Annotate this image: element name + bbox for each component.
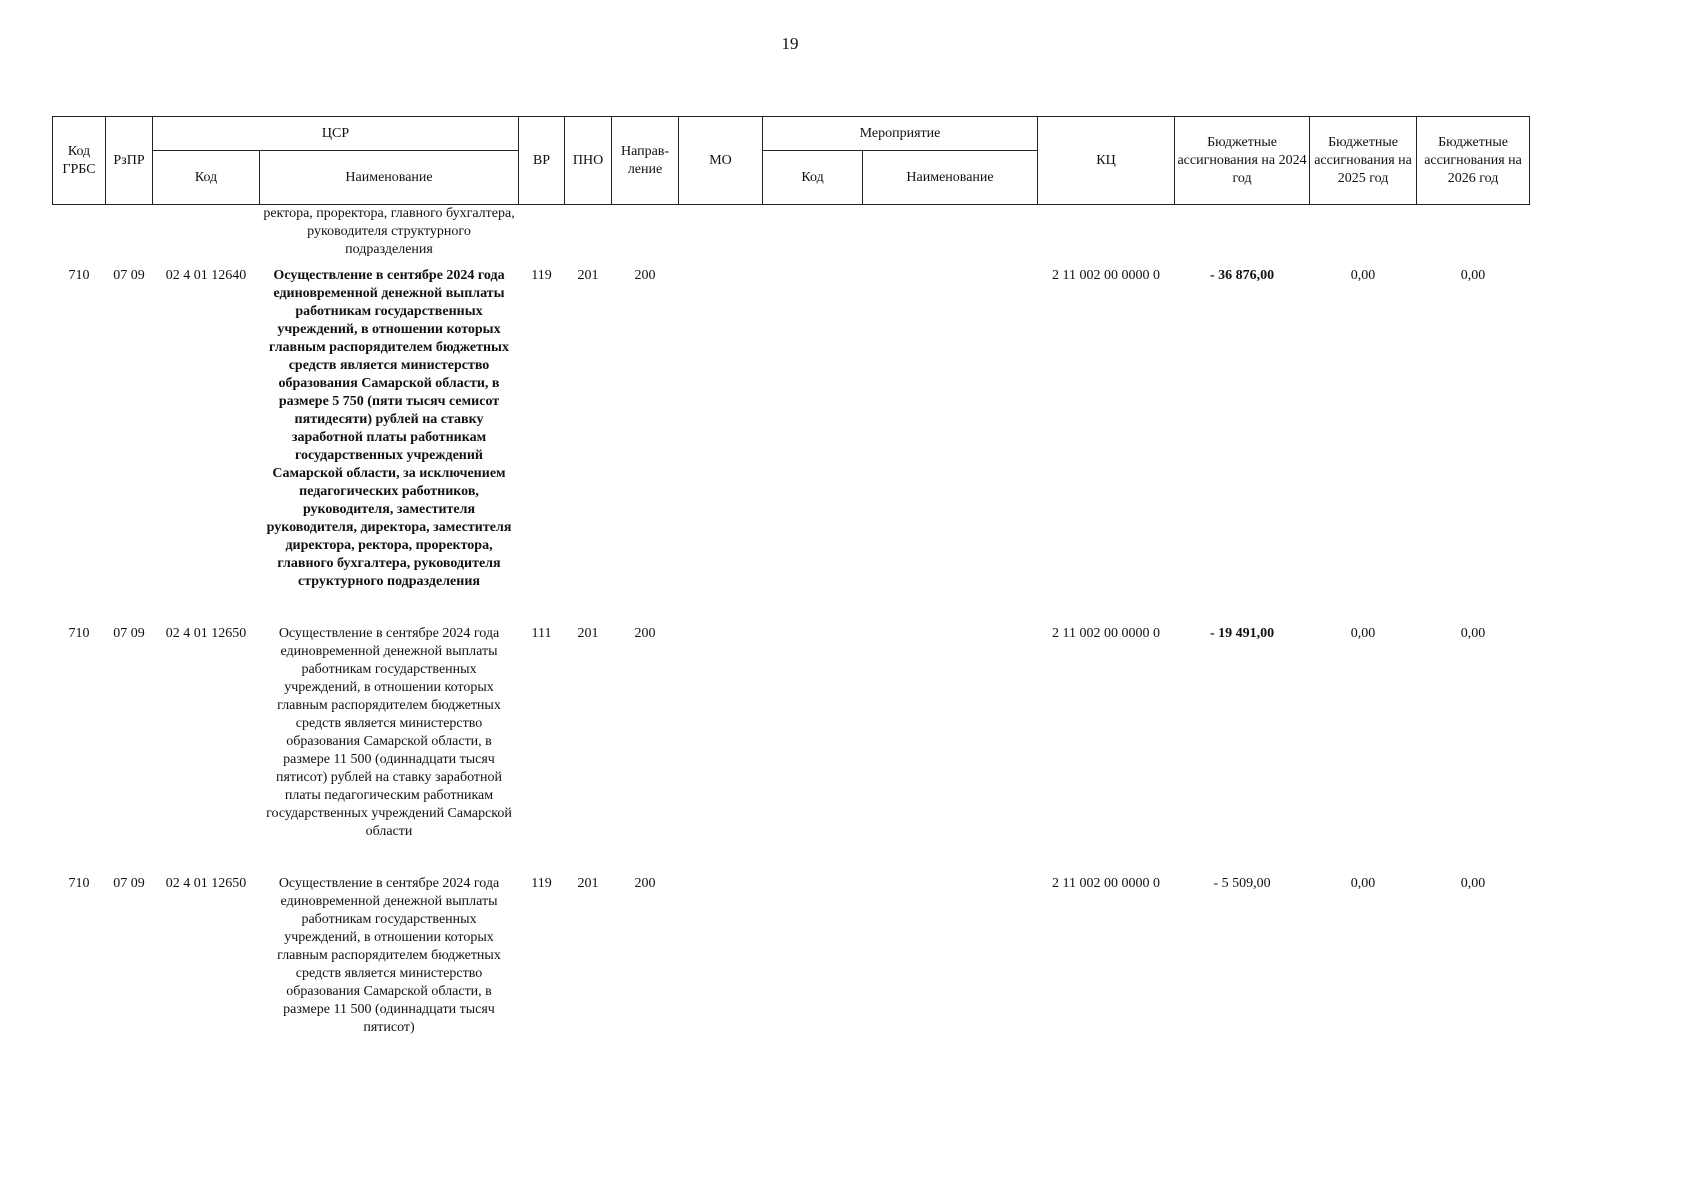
- cell-vr: 119: [531, 268, 552, 283]
- cell-csr-code: 02 4 01 12650: [165, 876, 247, 891]
- cell-napravlenie: 200: [634, 876, 656, 891]
- cell-rzpr: 07 09: [113, 626, 145, 641]
- header-vr: ВР: [519, 117, 565, 205]
- cell-csr-code: 02 4 01 12650: [165, 626, 247, 641]
- cell-budget-2025: 0,00: [1350, 626, 1376, 641]
- header-budget-2025: Бюджетные ассигнования на 2025 год: [1310, 117, 1417, 205]
- cell-mer-code: [763, 625, 863, 875]
- cell-name: Осуществление в сентябре 2024 года единовременной денежной выплаты работникам государственных учреждений, в отношении которых главным распорядителем бюджетных средств является министерство образования Самарской области, в размере 11 500 (одиннадцати тысяч пятисот) рублей на ставку заработной платы педагогическим работникам государственных учреждений Самарской области: [266, 626, 512, 839]
- header-mer-kod: Код: [763, 151, 863, 205]
- header-budget-2026: Бюджетные ассигнования на 2026 год: [1417, 117, 1530, 205]
- header-kc: КЦ: [1038, 117, 1175, 205]
- continuation-name: ректора, проректора, главного бухгалтера, руководителя структурного подразделения: [263, 206, 515, 257]
- cell-grbs: 710: [68, 876, 90, 891]
- header-pno: ПНО: [565, 117, 612, 205]
- cell-mer-name: [863, 625, 1038, 875]
- cell-mer-name: [863, 267, 1038, 625]
- cell-mer-name: [863, 875, 1038, 1045]
- header-csr: ЦСР: [153, 117, 519, 151]
- cell-mo: [679, 625, 763, 875]
- cell-pno: 201: [577, 626, 599, 641]
- cell-csr-code: 02 4 01 12640: [165, 268, 247, 283]
- header-kod-grbs: Код ГРБС: [53, 117, 106, 205]
- cell-budget-2025: 0,00: [1350, 268, 1376, 283]
- cell-napravlenie: 200: [634, 626, 656, 641]
- cell-budget-2026: 0,00: [1460, 626, 1486, 641]
- cell-budget-2026: 0,00: [1460, 268, 1486, 283]
- cell-kc: 2 11 002 00 0000 0: [1052, 876, 1161, 891]
- budget-table: [52, 116, 1530, 1045]
- header-csr-name: Наименование: [260, 151, 519, 205]
- page-number: 19: [781, 34, 799, 53]
- table-row: [53, 267, 1530, 625]
- cell-vr: 119: [531, 876, 552, 891]
- cell-rzpr: 07 09: [113, 268, 145, 283]
- table-row: [53, 625, 1530, 875]
- cell-pno: 201: [577, 268, 599, 283]
- header-meropriyatie: Мероприятие: [763, 117, 1038, 151]
- cell-name: Осуществление в сентябре 2024 года единовременной денежной выплаты работникам государственных учреждений, в отношении которых главным распорядителем бюджетных средств является министерство образования Самарской области, в размере 11 500 (одиннадцати тысяч пятисот): [277, 876, 501, 1035]
- cell-pno: 201: [577, 876, 599, 891]
- header-csr-kod: Код: [153, 151, 260, 205]
- cell-budget-2024: - 36 876,00: [1209, 268, 1275, 283]
- table-row: [53, 875, 1530, 1045]
- header-mo: МО: [679, 117, 763, 205]
- header-napravlenie: Направ-ление: [612, 117, 679, 205]
- cell-mo: [679, 875, 763, 1045]
- cell-mer-code: [763, 875, 863, 1045]
- cell-budget-2024: - 5 509,00: [1213, 876, 1271, 891]
- table-row-continuation: [53, 205, 1530, 268]
- cell-mo: [679, 267, 763, 625]
- cell-budget-2026: 0,00: [1460, 876, 1486, 891]
- cell-budget-2024: - 19 491,00: [1209, 626, 1275, 641]
- header-rzpr: РзПР: [106, 117, 153, 205]
- cell-grbs: 710: [68, 268, 90, 283]
- cell-budget-2025: 0,00: [1350, 876, 1376, 891]
- cell-vr: 111: [531, 626, 552, 641]
- cell-grbs: 710: [68, 626, 90, 641]
- header-budget-2024: Бюджетные ассигнования на 2024 год: [1175, 117, 1310, 205]
- cell-rzpr: 07 09: [113, 876, 145, 891]
- cell-kc: 2 11 002 00 0000 0: [1052, 268, 1161, 283]
- cell-mer-code: [763, 267, 863, 625]
- cell-kc: 2 11 002 00 0000 0: [1052, 626, 1161, 641]
- header-mer-name: Наименование: [863, 151, 1038, 205]
- cell-name: Осуществление в сентябре 2024 года единовременной денежной выплаты работникам государственных учреждений, в отношении которых главным распорядителем бюджетных средств является министерство образования Самарской области, в размере 5 750 (пяти тысяч семисот пятидесяти) рублей на ставку заработной платы работникам государственных учреждений Самарской области, за исключением педагогических работников, руководителя, заместителя руководителя, директора, заместителя директора, ректора, проректора, главного бухгалтера, руководителя структурного подразделения: [266, 268, 512, 589]
- table-header: [53, 117, 1530, 205]
- cell-napravlenie: 200: [634, 268, 656, 283]
